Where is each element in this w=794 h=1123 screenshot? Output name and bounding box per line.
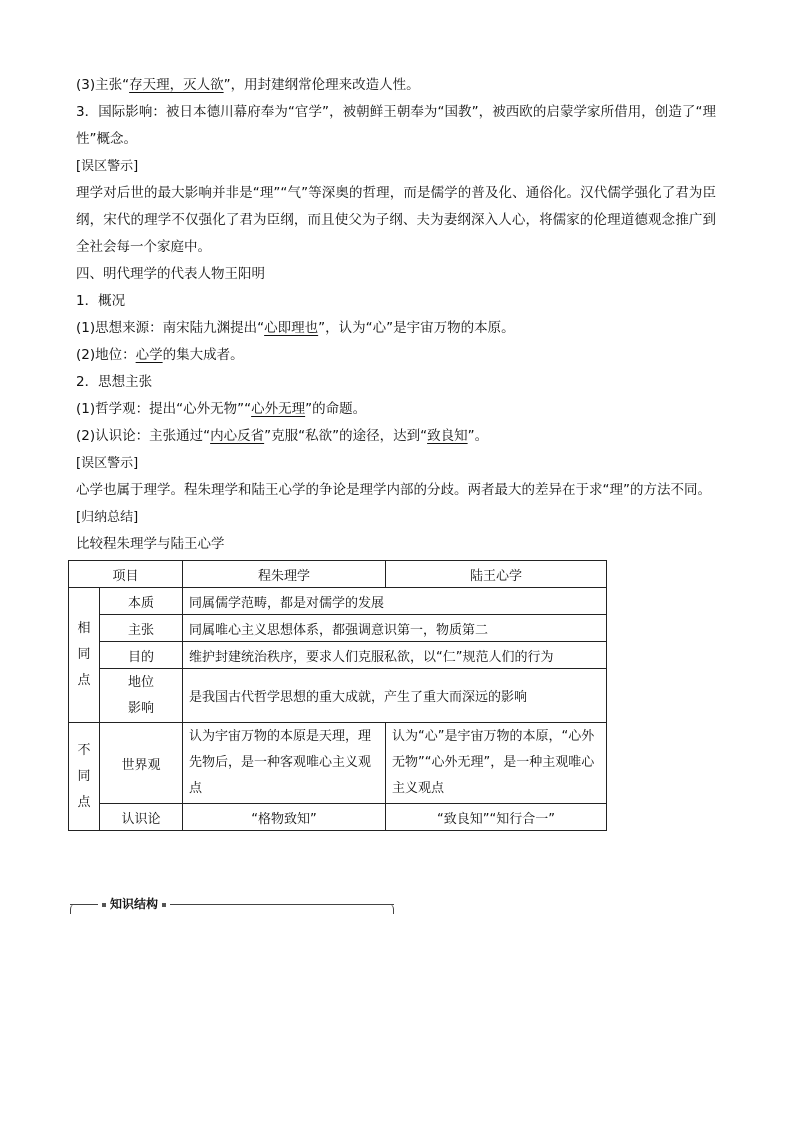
epistemology-line (76, 423, 716, 450)
row-key: 世界观 (100, 723, 183, 804)
comparison-table (68, 560, 607, 831)
row-chengzhu: “格物致知” (183, 804, 386, 831)
bullet-icon (162, 903, 166, 907)
text: (1)思想来源：南宋陆九渊提出“ (76, 320, 265, 336)
warning-text: 理学对后世的最大影响并非是“理”“气”等深奥的哲理，而是儒学的普及化、通俗化。汉代儒学强化了君为臣纲，宋代的理学不仅强化了君为臣纲，而且使父为子纲、夫为妻纲深入人心，将儒家的伦理道德观念推广到全社会每一个家庭中。 (76, 185, 716, 255)
subheading: 2．思想主张 (76, 374, 153, 390)
table-row (69, 804, 607, 831)
summary-tag: [归纳总结] (76, 510, 139, 525)
table-row (69, 642, 607, 669)
underlined-term: 内心反省 (210, 428, 265, 444)
text: (2)地位： (76, 347, 136, 363)
underlined-term: 心学 (135, 347, 163, 363)
row-key: 本质 (100, 588, 183, 615)
claim-line (76, 72, 716, 99)
row-luwang: “致良知”“知行合一” (386, 804, 607, 831)
text: 的集大成者。 (162, 347, 244, 363)
row-value: 同属儒学范畴，都是对儒学的发展 (183, 588, 607, 615)
section-heading: 四、明代理学的代表人物王阳明 (76, 266, 265, 282)
same-label: 相同点 (69, 588, 100, 723)
warning-tag: [误区警示] (76, 456, 139, 471)
text: ”，用封建纲常伦理来改造人性。 (223, 77, 420, 93)
philosophy-line (76, 396, 716, 423)
subheading: 1．概况 (76, 293, 126, 309)
row-key: 地位影响 (100, 669, 183, 723)
row-key: 目的 (100, 642, 183, 669)
text: (2)认识论：主张通过“ (76, 428, 211, 444)
row-value: 是我国古代哲学思想的重大成就，产生了重大而深远的影响 (183, 669, 607, 723)
header-chengzhu: 程朱理学 (183, 561, 386, 588)
bullet-icon (102, 903, 106, 907)
source-line (76, 315, 716, 342)
intl-influence: 3．国际影响：被日本德川幕府奉为“官学”，被朝鲜王朝奉为“国教”，被西欧的启蒙学家所借用，创造了“理性”概念。 (76, 104, 716, 147)
row-value: 维护封建统治秩序，要求人们克服私欲，以“仁”规范人们的行为 (183, 642, 607, 669)
underlined-term: 致良知 (427, 428, 468, 444)
table-row (69, 723, 607, 804)
row-chengzhu: 认为宇宙万物的本原是天理，理先物后，是一种客观唯心主义观点 (183, 723, 386, 804)
knowledge-structure-box (70, 896, 394, 916)
row-key: 主张 (100, 615, 183, 642)
text: ”克服“私欲”的途径，达到“ (264, 428, 428, 444)
underlined-term: 心即理也 (264, 320, 319, 336)
header-luwang: 陆王心学 (386, 561, 607, 588)
diff-label: 不同点 (69, 723, 100, 831)
table-row (69, 669, 607, 723)
text: (3)主张“ (76, 77, 130, 93)
text: (1)哲学观：提出“心外无物”“ (76, 401, 252, 417)
table-row (69, 588, 607, 615)
underlined-term: 存天理，灭人欲 (129, 77, 224, 93)
text: ”，认为“心”是宇宙万物的本原。 (318, 320, 515, 336)
document-body (76, 72, 716, 831)
table-title: 比较程朱理学与陆王心学 (76, 536, 225, 552)
table-row (69, 615, 607, 642)
header-item: 项目 (69, 561, 183, 588)
warning-text: 心学也属于理学。程朱理学和陆王心学的争论是理学内部的分歧。两者最大的差异在于求“理”的方法不同。 (76, 482, 711, 498)
row-value: 同属唯心主义思想体系，都强调意识第一，物质第二 (183, 615, 607, 642)
text: ”的命题。 (305, 401, 367, 417)
box-label: 知识结构 (98, 896, 170, 912)
row-key: 认识论 (100, 804, 183, 831)
table-header-row (69, 561, 607, 588)
status-line (76, 342, 716, 369)
text: ”。 (467, 428, 489, 444)
underlined-term: 心外无理 (251, 401, 306, 417)
warning-tag: [误区警示] (76, 159, 139, 174)
row-luwang: 认为“心”是宇宙万物的本原，“心外无物”“心外无理”，是一种主观唯心主义观点 (386, 723, 607, 804)
